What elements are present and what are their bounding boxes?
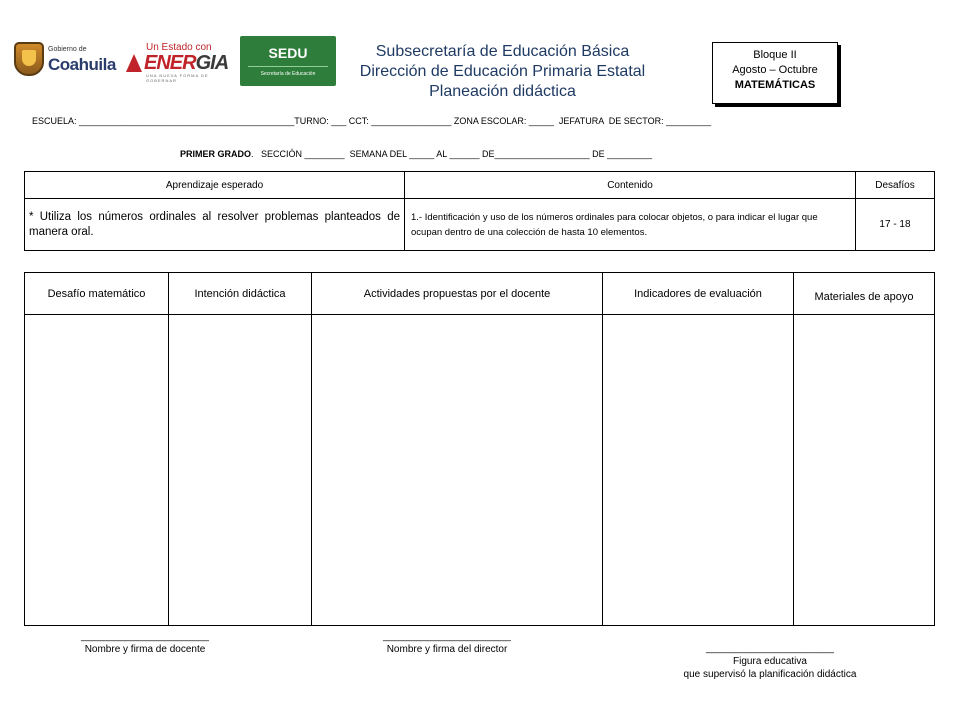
sedu-logo-divider bbox=[248, 66, 328, 67]
signature-director-label: Nombre y firma del director bbox=[386, 644, 508, 655]
grade-info-rest: . SECCIÓN ________ SEMANA DEL _____ AL ______ DE___________________ DE _________ bbox=[251, 149, 653, 159]
cell-contenido: 1.- Identificación y uso de los números ordinales para colocar objetos, o para indicar el lugar que ocupan dentro de una colección de hasta 10 elementos. bbox=[405, 199, 856, 251]
planning-table-header bbox=[25, 273, 935, 315]
signature-docente bbox=[60, 630, 230, 656]
school-info-line: ESCUELA: ___________________________________________TURNO: ___ CCT: ________________ ZONA ESCOLAR: _____ JEFATURA DE SECTOR: _________ bbox=[32, 116, 712, 126]
sedu-logo-subtitle: Secretaría de Educación bbox=[260, 71, 316, 77]
energia-logo-sub-text: UNA NUEVA FORMA DE GOBERNAR bbox=[146, 73, 209, 83]
header-indicadores: Indicadores de evaluación bbox=[603, 273, 794, 315]
header-materiales: Materiales de apoyo bbox=[794, 273, 935, 315]
input-intencion-didactica[interactable] bbox=[169, 315, 312, 626]
signature-line: _______________________ bbox=[706, 643, 834, 654]
grade-info-line bbox=[180, 149, 652, 159]
coahuila-logo bbox=[14, 40, 114, 80]
cell-aprendizaje: * Utiliza los números ordinales al resolver problemas planteados de manera oral. bbox=[25, 199, 405, 251]
signature-line: _______________________ bbox=[81, 631, 209, 642]
header-intencion-didactica: Intención didáctica bbox=[169, 273, 312, 315]
sedu-logo-title: SEDU bbox=[268, 45, 308, 61]
title-line-2: Dirección de Educación Primaria Estatal bbox=[359, 63, 646, 80]
bloque-subject: MATEMÁTICAS bbox=[734, 79, 816, 91]
energia-logo-main-text bbox=[144, 52, 228, 75]
energia-logo-top-text: Un Estado con bbox=[146, 42, 212, 53]
signature-figura-label-2: que supervisó la planificación didáctica bbox=[683, 669, 857, 680]
energia-logo-main-b: GIA bbox=[195, 52, 229, 74]
bloque-number: Bloque II bbox=[753, 49, 797, 61]
coahuila-crest-icon bbox=[14, 42, 44, 76]
header-desafios: Desafíos bbox=[856, 172, 935, 199]
learning-table-header bbox=[25, 172, 935, 199]
bloque-period: Agosto – Octubre bbox=[732, 64, 818, 76]
input-actividades[interactable] bbox=[312, 315, 603, 626]
coahuila-logo-big-text: Coahuila bbox=[48, 55, 116, 74]
signature-director bbox=[362, 630, 532, 656]
header-desafio-matematico: Desafío matemático bbox=[25, 273, 169, 315]
energia-logo-main-a: ENER bbox=[144, 52, 196, 74]
title-line-3: Planeación didáctica bbox=[429, 83, 576, 100]
signature-docente-label: Nombre y firma de docente bbox=[84, 644, 206, 655]
header-actividades: Actividades propuestas por el docente bbox=[312, 273, 603, 315]
grade-label: PRIMER GRADO bbox=[180, 149, 252, 159]
sedu-logo bbox=[240, 36, 336, 86]
input-desafio-matematico[interactable] bbox=[25, 315, 169, 626]
signature-figura-label-1: Figura educativa bbox=[733, 656, 807, 667]
signature-line: _______________________ bbox=[383, 631, 511, 642]
document-title bbox=[330, 42, 675, 102]
coahuila-logo-small-text: Gobierno de bbox=[48, 46, 87, 53]
input-indicadores[interactable] bbox=[603, 315, 794, 626]
energia-bolt-icon bbox=[126, 54, 142, 72]
learning-table bbox=[24, 171, 935, 251]
input-materiales[interactable] bbox=[794, 315, 935, 626]
planning-table bbox=[24, 272, 935, 626]
header-contenido: Contenido bbox=[405, 172, 856, 199]
table-row bbox=[25, 315, 935, 626]
cell-desafios: 17 - 18 bbox=[856, 199, 935, 251]
table-row bbox=[25, 199, 935, 251]
bloque-box bbox=[712, 42, 838, 104]
header-aprendizaje: Aprendizaje esperado bbox=[25, 172, 405, 199]
energia-logo bbox=[124, 40, 229, 83]
signature-figura bbox=[650, 642, 890, 681]
title-line-1: Subsecretaría de Educación Básica bbox=[375, 43, 630, 60]
